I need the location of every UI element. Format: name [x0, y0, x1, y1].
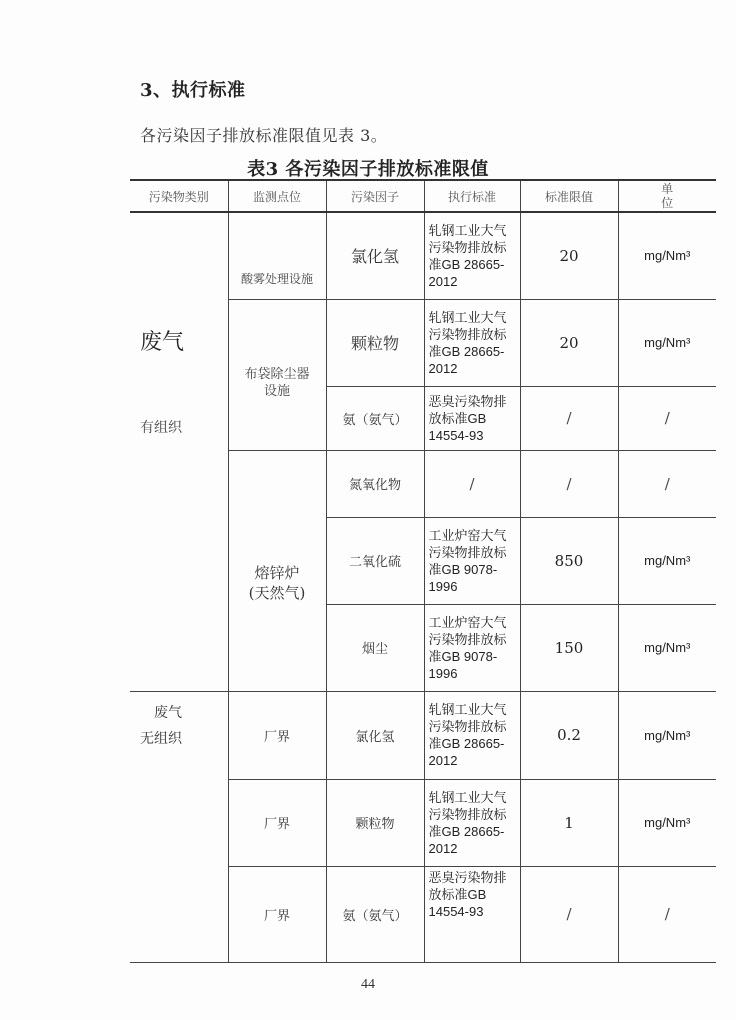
limit-cell: 20 — [520, 212, 618, 299]
location-label: 熔锌炉 (天然气) — [248, 563, 306, 602]
unit-cell: / — [618, 866, 716, 962]
header-pollutant: 污染因子 — [326, 180, 424, 212]
standard-cell: 恶臭污染物排放标准GB 14554-93 — [424, 866, 520, 962]
table-header-row — [130, 180, 716, 212]
category-main-label: 废气 — [140, 330, 185, 355]
location-label: 布袋除尘器 设施 — [244, 366, 310, 399]
location-cell: 厂界 — [228, 779, 326, 866]
unit-cell: mg/Nm³ — [618, 691, 716, 779]
unit-cell: mg/Nm³ — [618, 517, 716, 604]
limit-cell: / — [520, 450, 618, 517]
header-unit — [618, 180, 716, 212]
header-unit-text: 单 位 — [661, 182, 674, 210]
limit-cell: 150 — [520, 604, 618, 691]
limit-cell: 0.2 — [520, 691, 618, 779]
header-location: 监测点位 — [228, 180, 326, 212]
pollutant-cell — [326, 299, 424, 386]
location-cell: 厂界 — [228, 866, 326, 962]
header-standard: 执行标准 — [424, 180, 520, 212]
location-cell-zinc-furnace — [228, 450, 326, 691]
header-limit: 标准限值 — [520, 180, 618, 212]
pollutant-cell: 氨（氨气） — [326, 386, 424, 450]
pollutant-cell — [326, 212, 424, 299]
standard-cell: 恶臭污染物排放标准GB 14554-93 — [424, 386, 520, 450]
unit-cell: mg/Nm³ — [618, 779, 716, 866]
standard-cell: 轧钢工业大气污染物排放标准GB 28665-2012 — [424, 779, 520, 866]
location-cell: 厂界 — [228, 691, 326, 779]
unit-cell: / — [618, 386, 716, 450]
category-cell-organized — [130, 212, 228, 691]
standard-cell: 轧钢工业大气污染物排放标准GB 28665-2012 — [424, 299, 520, 386]
category-cell-unorganized — [130, 691, 228, 962]
limit-cell: / — [520, 386, 618, 450]
header-category: 污染物类别 — [130, 180, 228, 212]
emission-standards-table — [130, 179, 716, 963]
pollutant-cell: 氨（氨气） — [326, 866, 424, 962]
unit-cell: mg/Nm³ — [618, 604, 716, 691]
unit-cell: mg/Nm³ — [618, 299, 716, 386]
pollutant-cell: 二氧化硫 — [326, 517, 424, 604]
pollutant-cell: 氯化氢 — [326, 691, 424, 779]
limit-cell: 1 — [520, 779, 618, 866]
limit-cell: / — [520, 866, 618, 962]
pollutant-label: 氯化氢 — [350, 247, 399, 267]
standard-cell: 工业炉窑大气污染物排放标准GB 9078-1996 — [424, 604, 520, 691]
category-sub-label: 有组织 — [140, 420, 182, 436]
table-row — [130, 212, 716, 299]
table-title: 表3 各污染因子排放标准限值 — [247, 159, 489, 180]
pollutant-cell: 颗粒物 — [326, 779, 424, 866]
table-row — [130, 691, 716, 779]
standard-cell: / — [424, 450, 520, 517]
pollutant-cell: 烟尘 — [326, 604, 424, 691]
unit-cell: / — [618, 450, 716, 517]
category-line1-label: 废气 — [154, 704, 182, 721]
limit-cell: 20 — [520, 299, 618, 386]
location-label: 酸雾处理设施 — [240, 271, 313, 286]
page-number: 44 — [361, 977, 375, 992]
intro-paragraph: 各污染因子排放标准限值见表 3。 — [140, 126, 388, 145]
unit-cell: mg/Nm³ — [618, 212, 716, 299]
limit-cell: 850 — [520, 517, 618, 604]
pollutant-label: 颗粒物 — [350, 334, 399, 353]
section-heading: 3、执行标准 — [140, 80, 246, 101]
location-cell-bag-filter — [228, 299, 326, 450]
standard-cell: 轧钢工业大气污染物排放标准GB 28665-2012 — [424, 691, 520, 779]
standard-cell: 轧钢工业大气污染物排放标准GB 28665-2012 — [424, 212, 520, 299]
location-cell-acid-fog — [228, 212, 326, 299]
standard-cell: 工业炉窑大气污染物排放标准GB 9078-1996 — [424, 517, 520, 604]
category-line2-label: 无组织 — [140, 730, 182, 747]
standards-table-wrapper — [130, 179, 716, 963]
pollutant-cell: 氮氧化物 — [326, 450, 424, 517]
